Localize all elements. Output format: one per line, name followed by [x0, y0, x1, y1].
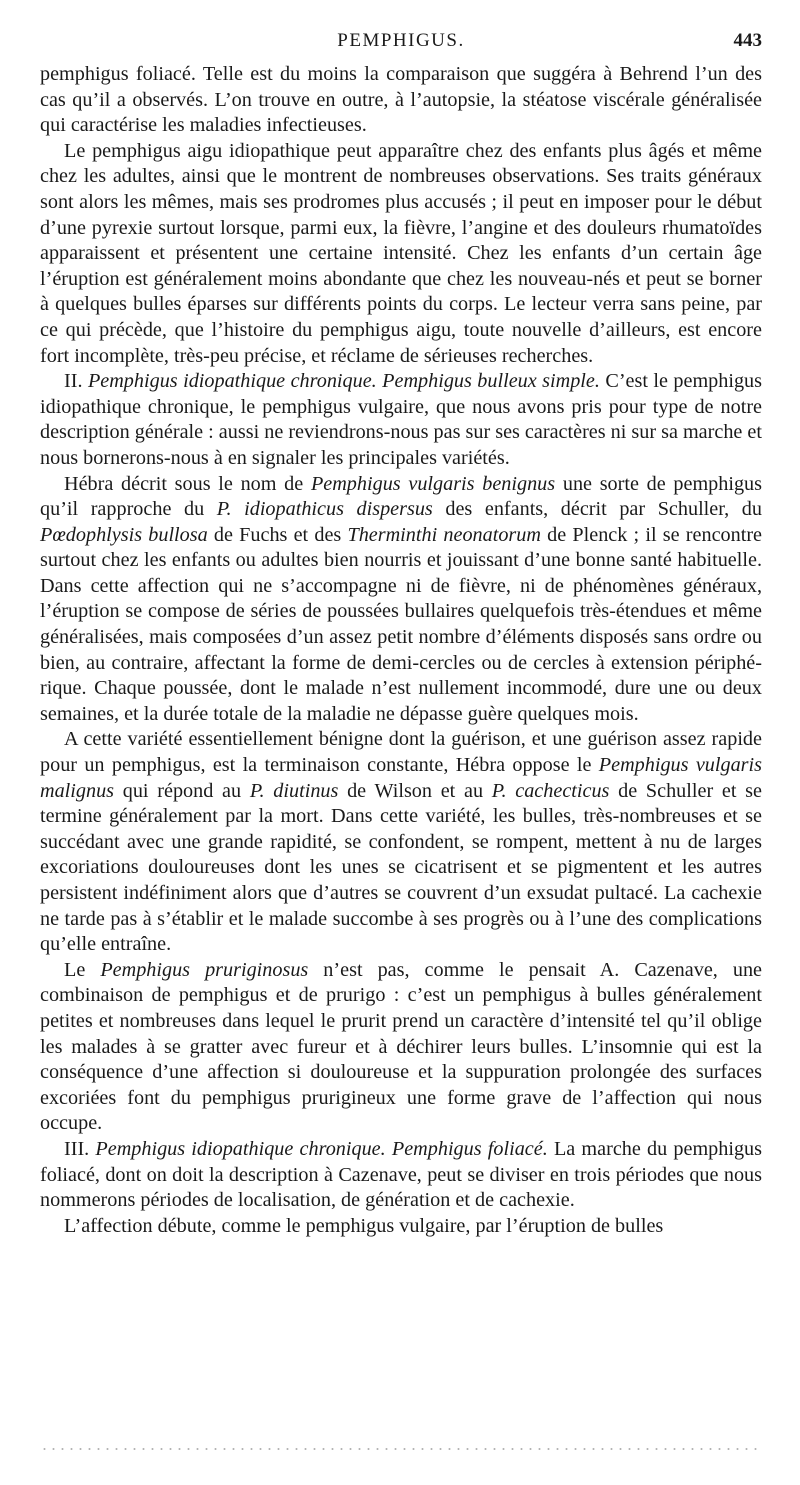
text-run: A cette variété essentiellement bénigne dont la guérison, et une guérison assez rapide pour un pemphigus, est la terminaison constante, Hébra oppose le — [40, 728, 762, 777]
text-run: Le — [64, 958, 101, 981]
italic-term: P. cachecticus — [491, 779, 610, 802]
paragraph-section-ii — [40, 369, 762, 471]
paragraph-acute-pemphigus-adults — [40, 139, 762, 369]
paragraph-hebra-malignus — [40, 727, 762, 957]
page-header — [40, 30, 762, 56]
section-heading: Pemphigus idiopathique chronique. Pemphigus bulleux simple. — [87, 370, 600, 393]
text-run: pemphigus foliacé. Telle est du moins la comparaison que suggéra à Behrend l’un des cas qu’il a observés. L’on trouve en outre, à l’autopsie, la stéatose viscérale généralisée qui caractérise les maladies infectieuses. — [40, 63, 762, 137]
text-run: de Fuchs et des — [207, 523, 348, 546]
text-run: de Plenck ; il se rencontre surtout chez les enfants ou adultes bien nourris et jouissant d’une bonne santé habituelle. Dans cette affection qui ne s’accompagne ni de fièvre, ni de phénomènes généraux, l’éruption se compose de séries de poussées bullaires quelquefois très-étendues et même généralisées, mais composées d’un assez petit nombre d’éléments disposés sans ordre ou bien, au contraire, affectant la forme de demi-cercles ou de cercles à extension périphérique. Chaque poussée, dont le malade n’est nullement incommodé, dure une ou deux semaines, et la durée totale de la maladie ne dépasse guère quelques mois. — [40, 523, 763, 725]
text-run: II. — [64, 370, 88, 393]
italic-term: Pemphigus vulgaris malignus — [40, 754, 762, 802]
scan-artifact-line — [40, 1448, 762, 1450]
italic-term: Pemphigus pruriginosus — [100, 958, 309, 981]
text-run: des enfants, décrit par Schuller, du — [432, 498, 762, 521]
italic-term: P. idiopathicus dispersus — [216, 498, 433, 521]
text-run: Le pemphigus aigu idiopathique peut apparaître chez des enfants plus âgés et même chez les adultes, ainsi que le montrent de nombreuses observations. Ses traits généraux sont alors les mêmes, mais ses prodromes plus accusés ; il peut en imposer pour le début d’une pyrexie surtout lorsque, parmi eux, la fièvre, l’angine et des douleurs rhumatoïdes apparaissent et présentent une certaine intensité. Chez les enfants d’un certain âge l’éruption est généralement moins abondante que chez les nouveau-nés et peut se borner à quelques bulles éparses sur différents points du corps. Le lecteur verra sans peine, par ce qui précède, que l’histoire du pemphigus aigu, toute nouvelle d’ailleurs, est encore fort incomplète, très-peu précise, et réclame de sérieuses recherches. — [40, 139, 762, 367]
text-run: Hébra décrit sous le nom de — [64, 472, 311, 495]
section-heading: Pemphigus idiopathique chronique. Pemphigus foliacé. — [95, 1137, 548, 1160]
paragraph-pruriginosus — [40, 958, 762, 1137]
paragraph-hebra-benignus — [40, 472, 762, 728]
page-number: 443 — [733, 30, 762, 51]
italic-term: Pœdophlysis bullosa — [40, 523, 208, 546]
italic-term: P. diutinus — [249, 779, 339, 802]
text-run: qui répond au — [114, 779, 250, 802]
text-run: n’est pas, comme le pensait A. Cazenave, une combinaison de pemphigus et de prurigo : c’est un pemphigus à bulles généralement petites et nombreuses dans lequel le prurit prend un caractère d’intensité tel qu’il oblige les malades à se gratter avec fureur et à déchirer leurs bulles. L’insomnie qui est la conséquence d’une affection si douloureuse et la suppuration prolongée des surfaces excoriées font du pemphigus prurigineux une forme grave de l’affection qui nous occupe. — [40, 958, 763, 1135]
text-run: L’affection débute, comme le pemphigus vulgaire, par l’éruption de bulles — [64, 1214, 664, 1237]
italic-term: Therminthi neonatorum — [347, 523, 541, 546]
running-title: PEMPHIGUS. — [337, 30, 465, 51]
text-run: La marche du pemphigus foliacé, dont on doit la description à Cazenave, peut se diviser en trois périodes que nous nommerons périodes de localisation, de génération et de cachexie. — [40, 1137, 762, 1212]
text-run: de Wilson et au — [338, 779, 492, 802]
text-run: de Schuller et se termine généralement par la mort. Dans cette variété, les bulles, très-nombreuses et se succédant avec une grande rapidité, se confondent, se rompent, mettent à nu de larges excoriations douloureuses dont les unes se cicatrisent et se pigmentent et les autres persistent indéfiniment alors que d’autres se couvrent d’un exsudat pultacé. La cachexie ne tarde pas à s’établir et le malade succombe à ses progrès ou à l’une des complications qu’elle entraîne. — [40, 779, 762, 956]
page-body — [40, 62, 762, 1239]
text-run: une sorte de pemphigus qu’il rapproche du — [40, 472, 763, 521]
paragraph-continued — [40, 62, 762, 139]
text-run: III. — [64, 1137, 96, 1160]
paragraph-section-iii — [40, 1137, 762, 1214]
text-run: C’est le pemphigus idiopathique chronique, le pemphigus vulgaire, que nous avons pris pour type de notre description générale : aussi ne reviendrons-nous pas sur ses caractères ni sur sa marche et nous bornerons-nous à en signaler les principales variétés. — [40, 370, 763, 469]
paragraph-onset — [40, 1214, 762, 1240]
italic-term: Pemphigus vulgaris benignus — [310, 472, 556, 495]
